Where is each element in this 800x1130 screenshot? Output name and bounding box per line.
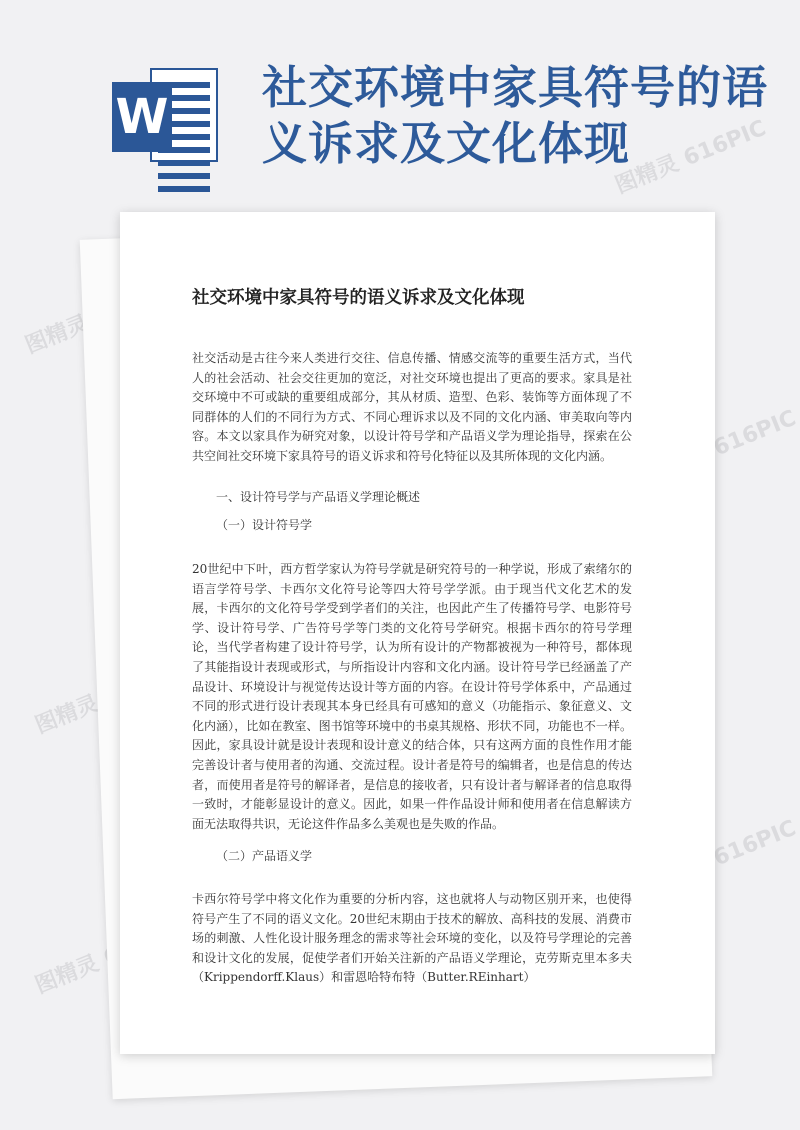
watermark: 图精灵 616PIC <box>611 115 770 199</box>
watermark: 图精灵 <box>21 311 93 359</box>
header-banner <box>0 0 800 190</box>
document-page <box>120 212 715 1054</box>
watermark: 图精灵 <box>31 691 103 739</box>
word-document-icon <box>112 68 220 164</box>
watermark: 图精灵 <box>31 951 103 999</box>
body-paragraph: 卡西尔符号学中将文化作为重要的分析内容，这也就将人与动物区别开来，也使得符号产生了不同的语义文化。20世纪末期由于技术的解放、高科技的发展、消费市场的刺激、人性化设计服务理念的需求等社会环境的变化，以及符号学理论的完善和设计文化的发展，促使学者们开始关注新的产品语义学理论，克劳斯克里本多夫（Krippendorff.Klaus）和雷恩哈特布特（Butter.REinhart） <box>192 892 632 985</box>
intro-paragraph: 社交活动是古往今来人类进行交往、信息传播、情感交流等的重要生活方式，当代人的社会活动、社会交往更加的宽泛，对社交环境也提出了更高的要求。家具是社交环境中不可或缺的重要组成部分，其从材质、造型、色彩、装饰等方面体现了不同群体的人们的不同行为方式、不同心理诉求以及不同的文化内涵、审美取向等内容。本文以家具作为研究对象，以设计符号学和产品语义学为理论指导，探索在公共空间社交环境下家具符号的语义诉求和符号化特征以及其所体现的文化内涵。 <box>192 351 632 463</box>
header-title: 社交环境中家具符号的语义诉求及文化体现 <box>262 61 769 170</box>
section-heading: 一、设计符号学与产品语义学理论概述 <box>216 490 421 504</box>
word-logo-letter: W <box>112 82 172 152</box>
watermark: 图精灵 616PIC <box>641 405 800 489</box>
document-title: 社交环境中家具符号的语义诉求及文化体现 <box>192 288 525 308</box>
subsection-heading: （二）产品语义学 <box>216 849 313 863</box>
body-paragraph: 20世纪中下叶，西方哲学家认为符号学就是研究符号的一种学说，形成了索绪尔的语言学符号学、卡西尔文化符号论等四大符号学学派。由于现当代文化艺术的发展，卡西尔的文化符号学受到学者们的关注，也因此产生了传播符号学、电影符号学、设计符号学、广告符号学等门类的文化符号学研究。根据卡西尔的符号学理论，当代学者构建了设计符号学，认为所有设计的产物都被视为一种符号，都体现了其能指设计表现或形式，与所指设计内容和文化内涵。设计符号学已经涵盖了产品设计、环境设计与视觉传达设计等方面的内容。在设计符号学体系中，产品通过不同的形式进行设计表现其本身已经具有可感知的意义（功能指示、象征意义、文化内涵），比如在教室、图书馆等环境中的书桌其规格、形状不同，功能也不一样。因此，家具设计就是设计表现和设计意义的结合体，只有这两方面的良性作用才能完善设计者与使用者的沟通、交流过程。设计者是符号的编辑者，也是信息的传达者，而使用者是符号的解译者，是信息的接收者，只有设计者与解译者的信息取得一致时，才能彰显设计的意义。因此，如果一件作品设计师和使用者在信息解读方面无法取得共识，无论这件作品多么美观也是失败的作品。 <box>192 562 632 831</box>
watermark: 图精灵 616PIC <box>641 815 800 899</box>
subsection-heading: （一）设计符号学 <box>216 518 313 532</box>
